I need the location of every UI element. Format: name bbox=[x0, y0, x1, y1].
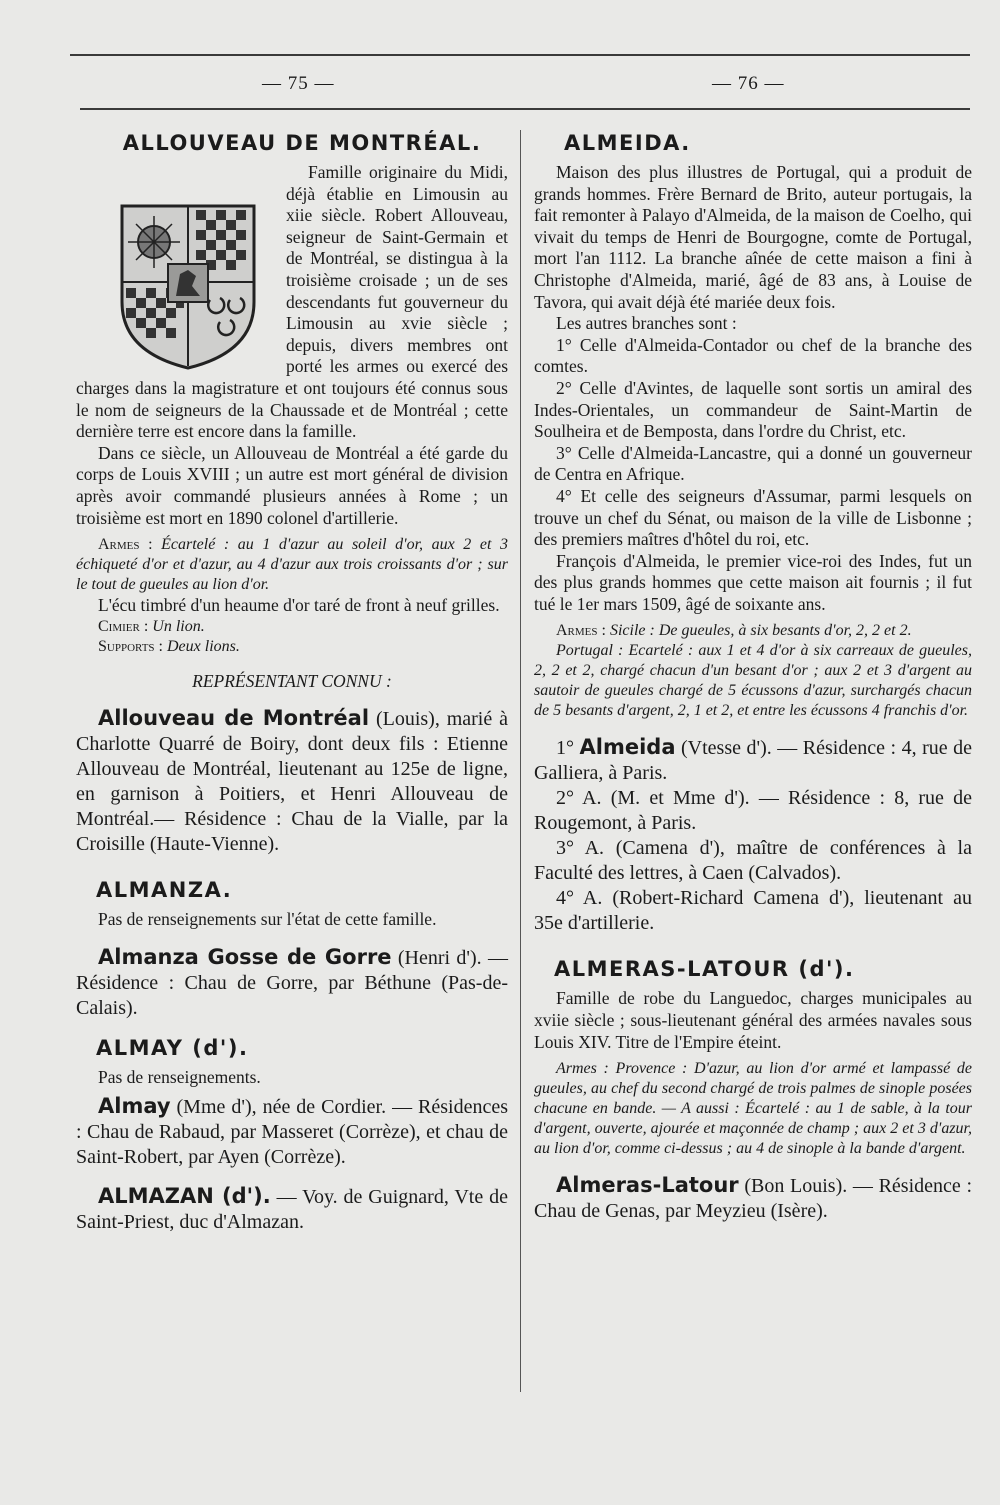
almeida-rep-4: 4° A. (Robert-Richard Camena d'), lieutenant au 35e d'artillerie. bbox=[534, 887, 972, 935]
cimier-label: Cimier : bbox=[98, 617, 149, 635]
supports-text: Deux lions. bbox=[166, 637, 240, 655]
almeida-rep-1 bbox=[534, 735, 972, 786]
almanza-gosse-name: Almanza Gosse de Gorre bbox=[98, 944, 392, 969]
almeras-description: Famille de robe du Languedoc, charges municipales au xviie siècle ; sous-lieutenant général des armées navales sous Louis XIV. Titre de l'Empire éteint. bbox=[534, 988, 972, 1052]
supports-label: Supports : bbox=[98, 637, 163, 655]
allouveau-rep-name: Allouveau de Montréal bbox=[98, 706, 370, 731]
almeida-branch-2: 2° Celle d'Avintes, de laquelle sont sortis un amiral des Indes-Orientales, un commandeur de Saint-Martin de Soulheira et de Bemposta, dans l'ordre du Christ, etc. bbox=[534, 377, 972, 442]
rep1-name: Almeida bbox=[579, 735, 676, 760]
almeida-arms-label: Armes : bbox=[556, 622, 606, 640]
almeras-arms: Armes : Provence : D'azur, au lion d'or armé et lampassé de gueules, au chef du second chargé de trois palmes de sinople posées chacune en bande. — A aussi : Écartelé : au 1 de sable, à la tour d'argent, ouverte, ajourée et maçonnée de champ ; aux 2 et 3 d'azur, au lion d'or, comme ci-dessus ; au 4 de sinople à la bande d'argent. bbox=[534, 1060, 972, 1158]
column-divider bbox=[520, 130, 521, 1392]
cimier-text: Un lion. bbox=[152, 617, 205, 635]
left-column bbox=[76, 130, 508, 1235]
almeida-arms-sicile bbox=[534, 621, 972, 641]
almeida-description: Maison des plus illustres de Portugal, qui a produit de grands hommes. Frère Bernard de Brito, auteur portugais, la fait remonter à Palayo d'Almeida, de la maison de Coelho, qui vivait du temps de Henri de Bourgogne, comte de Portugal, mort l'an 1112. La branche aînée de cette maison a fini à Christophe d'Almeida, marié, âgé de 83 ans, à Louise de Tavora, qui avait déjà été mariée deux fois. bbox=[534, 162, 972, 312]
almay-representative bbox=[76, 1094, 508, 1170]
almeida-rep-3: 3° A. (Camena d'), maître de conférences à la Faculté des lettres, à Caen (Calvados). bbox=[534, 837, 972, 885]
almanza-text: Pas de renseignements sur l'état de cette famille. bbox=[98, 909, 437, 930]
almeida-francois: François d'Almeida, le premier vice-roi des Indes, fut un des plus grands hommes que cette maison ait fournis ; il fut tué le 1er mars 1509, âgé de soixante ans. bbox=[534, 550, 972, 614]
almeida-branch-3: 3° Celle d'Almeida-Lancastre, qui a donné un gouverneur de Centra en Afrique. bbox=[534, 442, 972, 485]
page-number-right: — 76 — bbox=[712, 73, 785, 94]
almay-rep-text: (Mme d'), née de Cordier. — Résidences : Chau de Rabaud, par Masseret (Corrèze), et chau de Saint-Robert, par Ayen (Corrèze). bbox=[76, 1096, 509, 1169]
allouveau-representative bbox=[76, 706, 508, 857]
almazan-text: — Voy. de Guignard, Vte de Saint-Priest, duc d'Almazan. bbox=[76, 1186, 508, 1234]
arms-text: Écartelé : au 1 d'azur au soleil d'or, aux 2 et 3 échiqueté d'or et d'azur, au 4 d'azur aux trois croissants d'or ; sur le tout de gueules au lion d'or. bbox=[76, 536, 508, 594]
almeida-branches-intro: Les autres branches sont : bbox=[556, 313, 737, 334]
entry-title-allouveau: ALLOUVEAU DE MONTRÉAL. bbox=[122, 131, 482, 155]
almeida-arms-portugal: Portugal : Ecartelé : aux 1 et 4 d'or à six carreaux de gueules, 2, 2 et 2, chargé chacun d'un besant d'or ; aux 2 et 3 d'argent au sautoir de gueules chargé de 5 écussons d'azur, surchargés chacun de 5 besants d'argent, 2, 1 et 2, et entre les écussons 4 franchis d'or. bbox=[534, 642, 972, 720]
entry-title-almeida: ALMEIDA. bbox=[564, 131, 691, 155]
almeras-representative bbox=[534, 1173, 972, 1224]
rep1-prefix: 1° bbox=[556, 737, 574, 760]
rep1-text: (Vtesse d'). — Résidence : 4, rue de Galliera, à Paris. bbox=[534, 737, 973, 785]
allouveau-history: Dans ce siècle, un Allouveau de Montréal a été garde du corps de Louis XVIII ; un autre est mort général de division après avoir commandé plusieurs années à Rome ; un troisième est mort en 1890 colonel d'artillerie. bbox=[76, 442, 508, 528]
almanza-gosse-entry bbox=[76, 945, 508, 1021]
almeida-branch-1: 1° Celle d'Almeida-Contador ou chef de la branche des comtes. bbox=[534, 334, 972, 377]
page-number-left: — 75 — bbox=[262, 73, 335, 94]
right-column bbox=[534, 130, 972, 1224]
entry-title-almay: ALMAY (d'). bbox=[96, 1035, 249, 1060]
arms-label: Armes : bbox=[98, 536, 153, 554]
almeida-rep-2: 2° A. (M. et Mme d'). — Résidence : 8, rue de Rougemont, à Paris. bbox=[534, 787, 972, 835]
top-rule bbox=[70, 54, 970, 56]
coat-of-arms-icon bbox=[118, 202, 258, 372]
allouveau-supports bbox=[76, 637, 508, 657]
allouveau-cimier bbox=[76, 617, 508, 637]
almeras-rep-text: (Bon Louis). — Résidence : Chau de Genas, par Meyzieu (Isère). bbox=[534, 1175, 973, 1223]
entry-title-almeras: ALMERAS-LATOUR (d'). bbox=[554, 957, 855, 982]
almeida-branch-4: 4° Et celle des seigneurs d'Assumar, parmi lesquels on trouve un chef du Sénat, ou maison de la ville de Lisbonne ; des premiers maîtres d'hôtel du roi, etc. bbox=[534, 485, 972, 550]
almazan-entry bbox=[76, 1184, 508, 1235]
header-rule bbox=[80, 108, 970, 110]
representant-heading: REPRÉSENTANT CONNU : bbox=[192, 670, 392, 691]
almazan-title: ALMAZAN (d'). bbox=[98, 1184, 271, 1209]
almeida-arms-sicile-text: Sicile : De gueules, à six besants d'or, 2, 2 et 2. bbox=[609, 622, 912, 640]
entry-title-almanza: ALMANZA. bbox=[96, 878, 233, 903]
almay-text: Pas de renseignements. bbox=[98, 1066, 261, 1087]
almeras-rep-name: Almeras-Latour bbox=[556, 1173, 739, 1198]
allouveau-arms bbox=[76, 535, 508, 595]
allouveau-rep-text: (Louis), marié à Charlotte Quarré de Boiry, dont deux fils : Etienne Allouveau de Montréal, lieutenant au 125e de ligne, en garnison à Poitiers, et Henri Allouveau de Montréal.— Résidence : Chau de la Vialle, par la Croisille (Haute-Vienne). bbox=[76, 708, 508, 856]
almay-rep-name: Almay bbox=[98, 1094, 171, 1119]
allouveau-ecu: L'écu timbré d'un heaume d'or taré de front à neuf grilles. bbox=[98, 595, 500, 616]
almanza-gosse-text: (Henri d'). — Résidence : Chau de Gorre, par Béthune (Pas-de-Calais). bbox=[76, 946, 508, 1019]
allouveau-description: Famille originaire du Midi, déjà établie en Limousin au xiie siècle. Robert Allouveau, seigneur de Saint-Germain et de Montréal, se distingua à la troisième croisade ; un de ses descendants fut gouverneur du Limousin au xvie siècle ; depuis, divers membres ont porté les armes ou exercé des charges dans la magistrature et ont toujours été connus sous le nom de seigneurs de la Chaussade et de Montréal ; cette dernière terre est encore dans la famille. bbox=[76, 162, 508, 442]
